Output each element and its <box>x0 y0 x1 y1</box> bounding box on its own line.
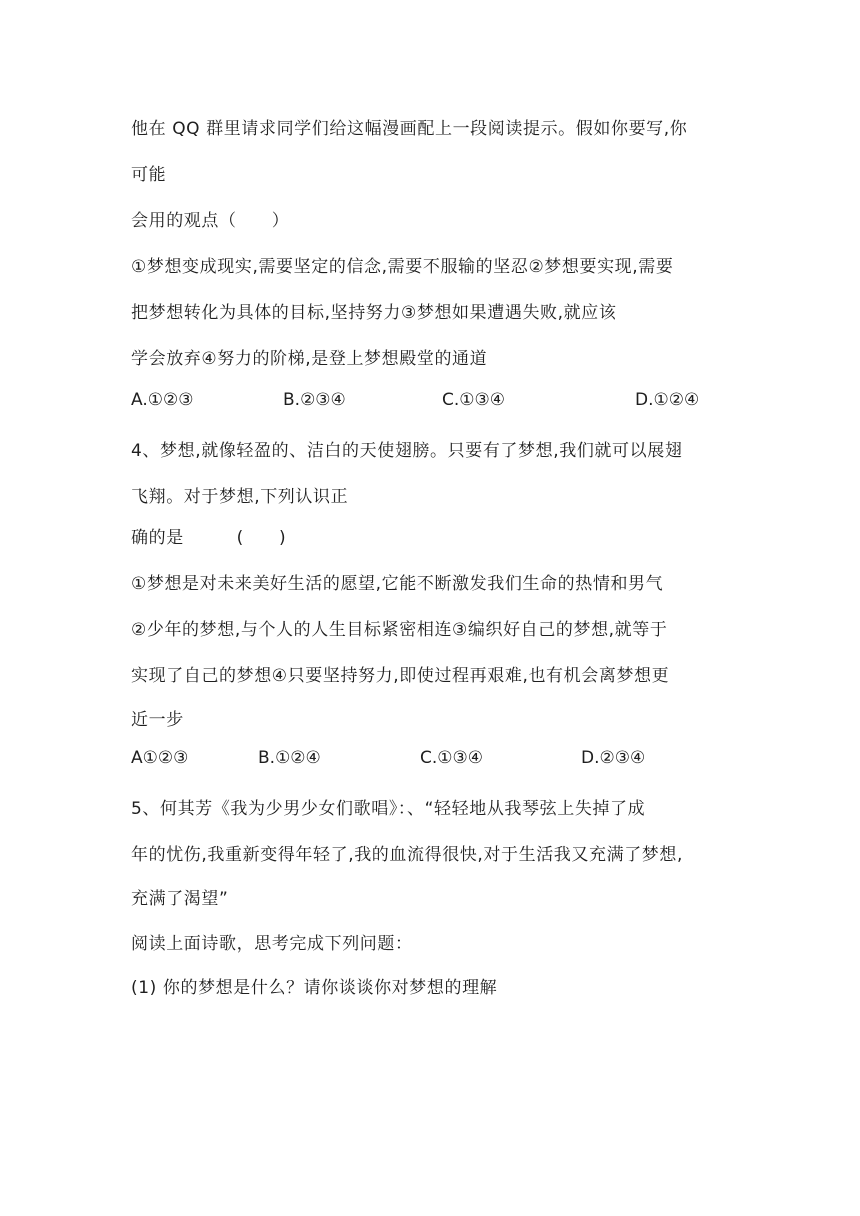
question-3-text-line-2: 可能 <box>131 165 167 185</box>
option-d: D.①②④ <box>635 390 700 410</box>
question-4-statement-line-2: ②少年的梦想,与个人的人生目标紧密相连③编织好自己的梦想,就等于 <box>131 620 668 640</box>
question-5-subquestion-1: (1) 你的梦想是什么？请你谈谈你对梦想的理解 <box>131 978 498 998</box>
option-b: B.②③④ <box>283 390 346 410</box>
option-c: C.①③④ <box>442 390 505 410</box>
question-3-text-line-1: 他在 QQ 群里请求同学们给这幅漫画配上一段阅读提示。假如你要写,你 <box>131 119 688 139</box>
question-4-statement-line-4: 近一步 <box>131 710 184 730</box>
question-3-statement-line-2: 把梦想转化为具体的目标,坚持努力③梦想如果遭遇失败,就应该 <box>131 303 617 323</box>
question-3-text-line-3: 会用的观点（ ） <box>131 211 290 231</box>
question-5-instruction: 阅读上面诗歌，思考完成下列问题： <box>131 934 413 954</box>
question-4-text-line-1: 4、梦想,就像轻盈的、洁白的天使翅膀。只要有了梦想,我们就可以展翅 <box>131 441 683 461</box>
option-a: A.①②③ <box>131 390 194 410</box>
question-5-text-line-1: 5、何其芳《我为少男少女们歌唱》：、“轻轻地从我琴弦上失掉了成 <box>131 799 646 819</box>
option-b: B.①②④ <box>258 748 321 768</box>
option-a: A①②③ <box>131 748 189 768</box>
question-5-text-line-2: 年的忧伤,我重新变得年轻了,我的血流得很快,对于生活我又充满了梦想, <box>131 845 684 865</box>
question-5-text-line-3: 充满了渴望” <box>131 889 229 909</box>
question-4-statement-line-3: 实现了自己的梦想④只要坚持努力,即使过程再艰难,也有机会离梦想更 <box>131 666 670 686</box>
question-4-text-line-3: 确的是 ( ) <box>131 528 287 548</box>
question-4-text-line-2: 飞翔。对于梦想,下列认识正 <box>131 487 349 507</box>
question-3-statement-line-1: ①梦想变成现实,需要坚定的信念,需要不服输的坚忍②梦想要实现,需要 <box>131 257 674 277</box>
question-3-statement-line-3: 学会放弃④努力的阶梯,是登上梦想殿堂的通道 <box>131 349 488 369</box>
option-d: D.②③④ <box>581 748 646 768</box>
question-4-statement-line-1: ①梦想是对未来美好生活的愿望,它能不断激发我们生命的热情和男气 <box>131 574 664 594</box>
option-c: C.①③④ <box>420 748 483 768</box>
